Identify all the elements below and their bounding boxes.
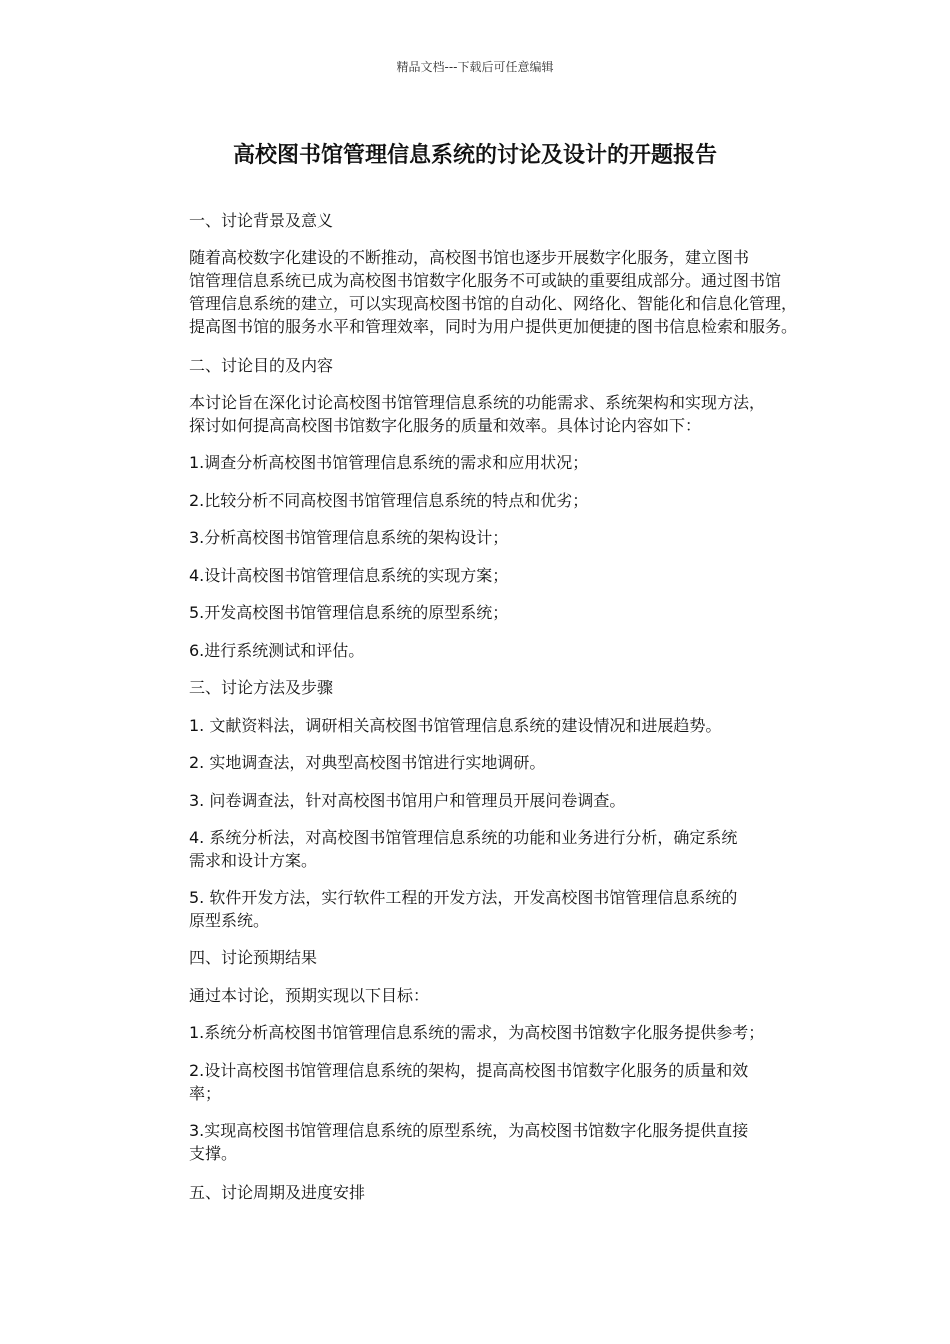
list-item (145, 1059, 810, 1105)
paragraph-line: 率； (189, 1084, 222, 1103)
list-item (145, 886, 810, 932)
list-item: 5.开发高校图书馆管理信息系统的原型系统； (189, 603, 509, 622)
paragraph-line: 提高图书馆的服务水平和管理效率，同时为用户提供更加便捷的图书信息检索和服务。 (189, 317, 798, 336)
paragraph-line: 5. 软件开发方法，实行软件工程的开发方法，开发高校图书馆管理信息系统的 (189, 888, 738, 907)
paragraph-line: 馆管理信息系统已成为高校图书馆数字化服务不可或缺的重要组成部分。通过图书馆 (189, 271, 782, 290)
paragraph-line: 探讨如何提高高校图书馆数字化服务的质量和效率。具体讨论内容如下： (189, 416, 702, 435)
paragraph-line: 随着高校数字化建设的不断推动，高校图书馆也逐步开展数字化服务，建立图书 (189, 248, 750, 267)
paragraph-line: 需求和设计方案。 (189, 851, 318, 870)
paragraph-line: 管理信息系统的建立，可以实现高校图书馆的自动化、网络化、智能化和信息化管理， (189, 294, 798, 313)
paragraph-line: 本讨论旨在深化讨论高校图书馆管理信息系统的功能需求、系统架构和实现方法， (189, 393, 766, 412)
list-item: 1. 文献资料法，调研相关高校图书馆管理信息系统的建设情况和进展趋势。 (189, 716, 722, 735)
document-title: 高校图书馆管理信息系统的讨论及设计的开题报告 (232, 143, 717, 168)
list-item: 3.分析高校图书馆管理信息系统的架构设计； (189, 528, 509, 547)
list-item (145, 1119, 810, 1165)
paragraph-background (145, 246, 810, 338)
list-item (145, 826, 810, 872)
paragraph-results-intro: 通过本讨论，预期实现以下目标： (189, 986, 430, 1005)
section-heading-schedule: 五、讨论周期及进度安排 (189, 1183, 366, 1202)
list-item: 3. 问卷调查法，针对高校图书馆用户和管理员开展问卷调查。 (189, 791, 626, 810)
paragraph-line: 2.设计高校图书馆管理信息系统的架构，提高高校图书馆数字化服务的质量和效 (189, 1061, 749, 1080)
paragraph-line: 原型系统。 (189, 911, 270, 930)
page-header: 精品文档---下载后可任意编辑 (396, 60, 554, 74)
section-heading-methods: 三、讨论方法及步骤 (189, 678, 334, 697)
section-heading-purpose: 二、讨论目的及内容 (189, 356, 334, 375)
section-heading-background: 一、讨论背景及意义 (189, 211, 334, 230)
section-heading-results: 四、讨论预期结果 (189, 948, 318, 967)
list-item: 2.比较分析不同高校图书馆管理信息系统的特点和优劣； (189, 491, 589, 510)
list-item: 1.调查分析高校图书馆管理信息系统的需求和应用状况； (189, 453, 589, 472)
list-item: 6.进行系统测试和评估。 (189, 641, 365, 660)
paragraph-purpose (145, 391, 810, 437)
paragraph-line: 3.实现高校图书馆管理信息系统的原型系统，为高校图书馆数字化服务提供直接 (189, 1121, 749, 1140)
paragraph-line: 支撑。 (189, 1144, 238, 1163)
list-item: 2. 实地调查法，对典型高校图书馆进行实地调研。 (189, 753, 546, 772)
list-item: 1.系统分析高校图书馆管理信息系统的需求，为高校图书馆数字化服务提供参考； (189, 1023, 765, 1042)
paragraph-line: 4. 系统分析法，对高校图书馆管理信息系统的功能和业务进行分析，确定系统 (189, 828, 738, 847)
list-item: 4.设计高校图书馆管理信息系统的实现方案； (189, 566, 509, 585)
